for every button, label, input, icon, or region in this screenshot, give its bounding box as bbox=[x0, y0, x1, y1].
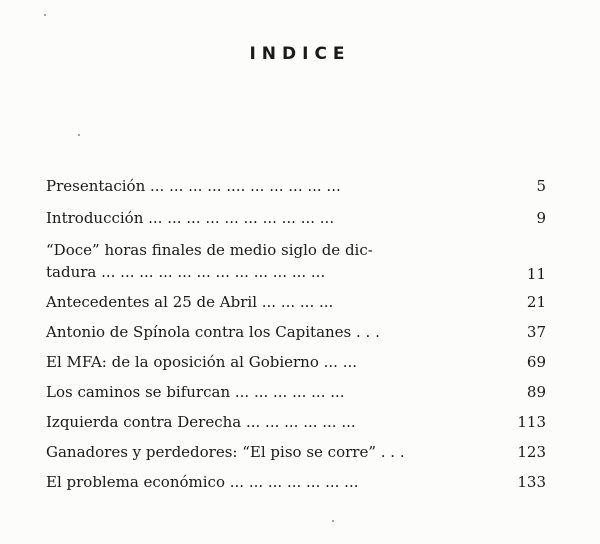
toc-entry-page: 37 bbox=[526, 323, 546, 341]
toc-entry bbox=[46, 472, 546, 492]
toc-entry-page: 9 bbox=[536, 209, 546, 227]
toc-entry-title: Los caminos se bifurcan ... ... ... ... ... ... bbox=[46, 383, 345, 401]
toc-entry-title: Antonio de Spínola contra los Capitanes . . . bbox=[46, 323, 380, 341]
toc-entry-title: El problema económico ... ... ... ... ... ... ... bbox=[46, 473, 359, 491]
toc-entry-title: Introducción ... ... ... ... ... ... ... ... ... ... bbox=[46, 209, 335, 227]
toc-entry-page: 113 bbox=[517, 413, 546, 431]
toc-entry bbox=[46, 208, 546, 228]
toc-entry-page: 89 bbox=[526, 383, 546, 401]
toc-entry bbox=[46, 176, 546, 196]
toc-entry-title: “Doce” horas finales de medio siglo de dic- bbox=[46, 241, 373, 259]
toc-entry-page: 123 bbox=[517, 443, 546, 461]
toc-entry bbox=[46, 240, 546, 284]
paper-speck bbox=[78, 134, 80, 136]
index-heading: INDICE bbox=[249, 44, 351, 64]
paper-speck bbox=[44, 14, 46, 16]
toc-entry-title-continued: tadura ... ... ... ... ... ... ... ... ... ... ... ... bbox=[46, 263, 326, 281]
toc-entry-title: Presentación ... ... ... ... .... ... ... ... ... ... bbox=[46, 177, 341, 195]
toc-entry-page: 21 bbox=[526, 293, 546, 311]
toc-entry-page: 5 bbox=[536, 177, 546, 195]
toc-entry-page: 133 bbox=[517, 473, 546, 491]
toc-entry bbox=[46, 322, 546, 342]
toc-entry bbox=[46, 352, 546, 372]
toc-entry-title: El MFA: de la oposición al Gobierno ... ... bbox=[46, 353, 358, 371]
toc-entry-title: Ganadores y perdedores: “El piso se corre” . . . bbox=[46, 443, 405, 461]
toc-entry-title: Izquierda contra Derecha ... ... ... ... ... ... bbox=[46, 413, 356, 431]
toc-entry-page: 11 bbox=[526, 265, 546, 283]
toc-entry bbox=[46, 382, 546, 402]
toc-entry bbox=[46, 412, 546, 432]
paper-speck bbox=[332, 520, 334, 522]
toc-entry-title: Antecedentes al 25 de Abril ... ... ... ... bbox=[46, 293, 334, 311]
toc-entry bbox=[46, 292, 546, 312]
toc-entry bbox=[46, 442, 546, 462]
toc-entry-page: 69 bbox=[526, 353, 546, 371]
